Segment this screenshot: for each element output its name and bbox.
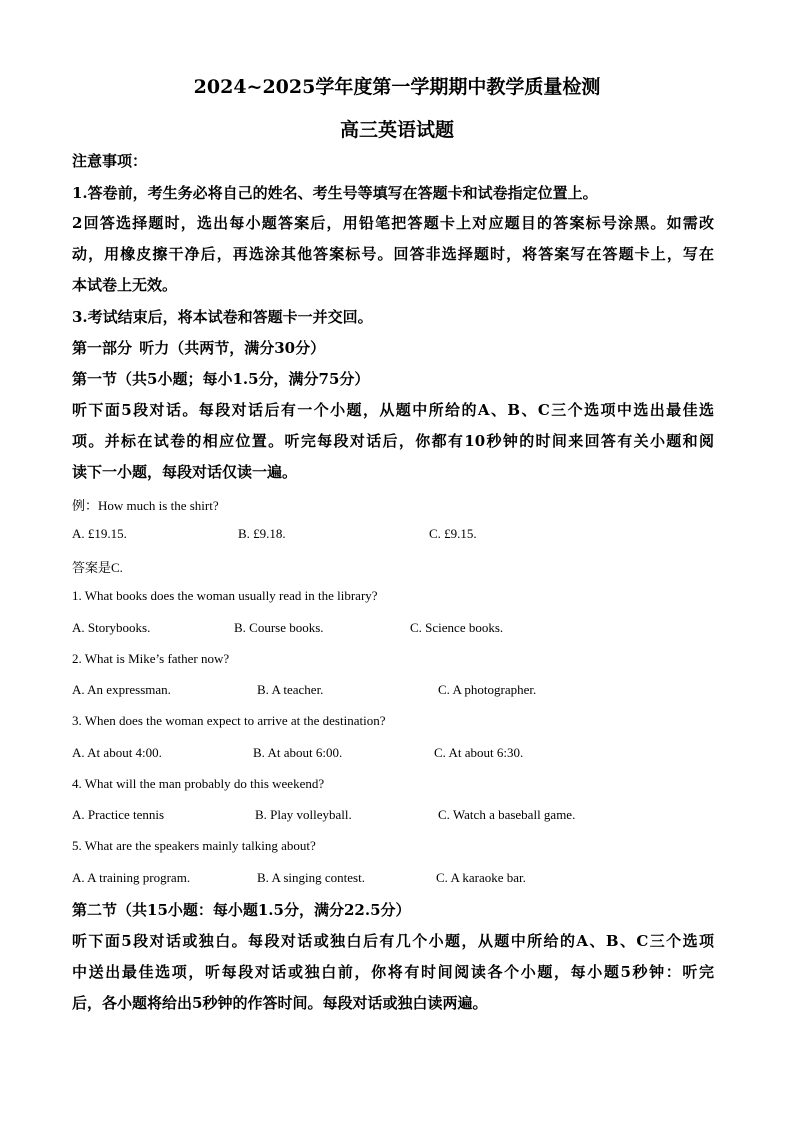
- question-4-option-b: B. Play volleyball.: [255, 807, 352, 822]
- section1-instructions-line-2: 项。并标在试卷的相应位置。听完每段对话后，你都有10秒钟的时间来回答有关小题和阅: [72, 432, 714, 450]
- section1-heading: 第一节（共5小题；每小1.5分，满分75分）: [72, 370, 370, 388]
- part1-heading: 第一部分 听力（共两节，满分30分）: [72, 339, 326, 357]
- notes-item-2-line-2: 动，用橡皮擦干净后，再选涂其他答案标号。回答非选择题时，将答案写在答题卡上，写在: [72, 245, 714, 263]
- question-2-option-a: A. An expressman.: [72, 682, 171, 697]
- question-5-option-b: B. A singing contest.: [257, 870, 365, 885]
- question-1: 1. What books does the woman usually read in the library?: [72, 588, 378, 603]
- example-answer: 答案是C.: [72, 560, 123, 575]
- question-2-option-c: C. A photographer.: [438, 682, 537, 697]
- question-5-option-c: C. A karaoke bar.: [436, 870, 526, 885]
- question-3-option-c: C. At about 6:30.: [434, 745, 524, 760]
- question-4: 4. What will the man probably do this weekend?: [72, 776, 325, 791]
- section2-instructions-line-1: 听下面5段对话或独白。每段对话或独白后有几个小题，从题中所给的A、B、C三个选项: [72, 932, 714, 950]
- exam-title: 2024~2025学年度第一学期期中教学质量检测: [193, 76, 601, 98]
- question-2: 2. What is Mike’s father now?: [72, 651, 230, 666]
- example-option-c: C. £9.15.: [429, 526, 477, 541]
- question-5: 5. What are the speakers mainly talking about?: [72, 838, 316, 853]
- question-3-option-a: A. At about 4:00.: [72, 745, 162, 760]
- example-question: 例：How much is the shirt?: [72, 498, 219, 513]
- notes-item-1: 1.答卷前，考生务必将自己的姓名、考生号等填写在答题卡和试卷指定位置上。: [72, 184, 598, 202]
- section1-instructions-line-1: 听下面5段对话。每段对话后有一个小题，从题中所给的A、B、C三个选项中选出最佳选: [72, 401, 714, 419]
- question-1-option-c: C. Science books.: [410, 620, 504, 635]
- question-3: 3. When does the woman expect to arrive at the destination?: [72, 713, 386, 728]
- section1-instructions-line-3: 读下一小题，每段对话仅读一遍。: [72, 463, 298, 481]
- question-2-option-b: B. A teacher.: [257, 682, 324, 697]
- section2-heading: 第二节（共15小题：每小题1.5分，满分22.5分）: [72, 901, 411, 919]
- question-5-option-a: A. A training program.: [72, 870, 191, 885]
- notes-heading: 注意事项：: [72, 152, 148, 170]
- question-1-option-a: A. Storybooks.: [72, 620, 151, 635]
- section2-instructions-line-2: 中送出最佳选项，听每段对话或独白前，你将有时间阅读各个小题，每小题5秒钟：听完: [72, 963, 714, 981]
- question-4-option-a: A. Practice tennis: [72, 807, 165, 822]
- question-1-option-b: B. Course books.: [234, 620, 324, 635]
- notes-item-2-line-1: 2回答选择题时，选出每小题答案后，用铅笔把答题卡上对应题目的答案标号涂黑。如需改: [72, 214, 714, 232]
- section2-instructions-line-3: 后，各小题将给出5秒钟的作答时间。每段对话或独白读两遍。: [72, 994, 488, 1012]
- example-option-b: B. £9.18.: [238, 526, 286, 541]
- exam-subtitle: 高三英语试题: [339, 119, 454, 141]
- question-4-option-c: C. Watch a baseball game.: [438, 807, 576, 822]
- notes-item-2-line-3: 本试卷上无效。: [72, 276, 178, 294]
- notes-item-3: 3.考试结束后，将本试卷和答题卡一并交回。: [72, 308, 373, 326]
- question-3-option-b: B. At about 6:00.: [253, 745, 343, 760]
- example-option-a: A. £19.15.: [72, 526, 127, 541]
